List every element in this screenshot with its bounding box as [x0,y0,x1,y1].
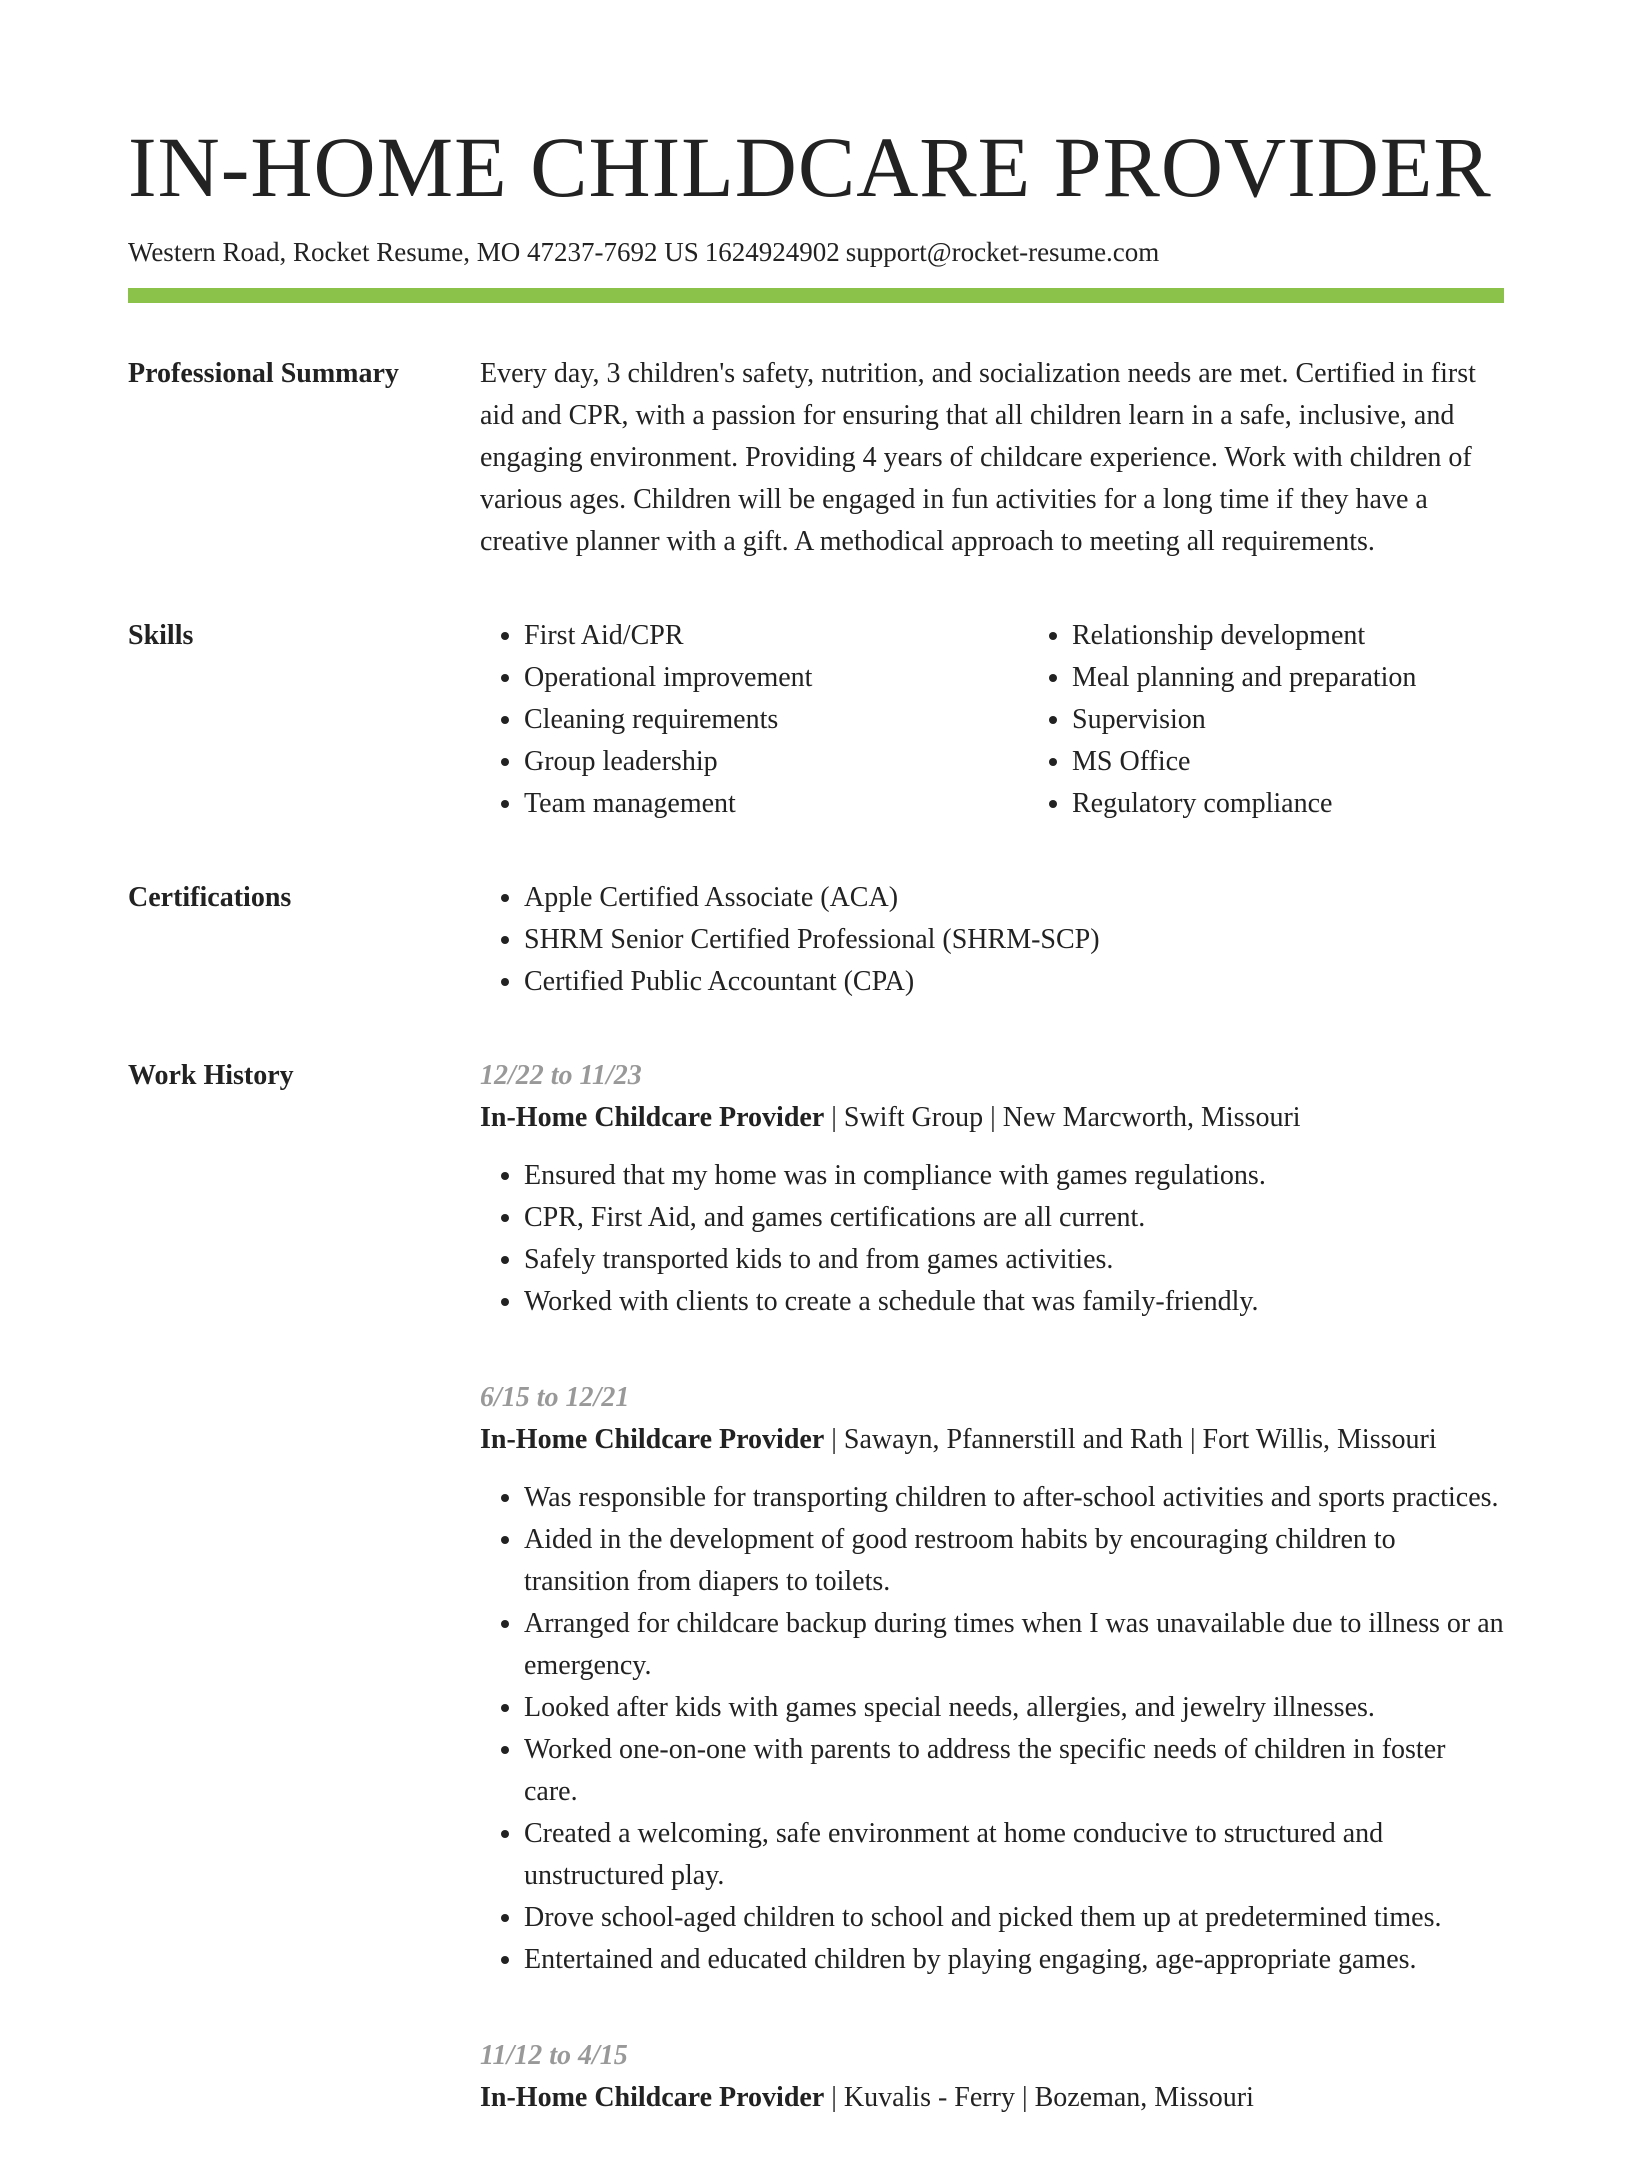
job-header: In-Home Childcare Provider | Kuvalis - Ferry | Bozeman, Missouri [480,2081,1254,2113]
job-company: Sawayn, Pfannerstill and Rath [843,1423,1183,1455]
job-bullet: • Entertained and educated children by playing engaging, age-appropriate games. [524,1939,1504,1981]
contact-address: Western Road, Rocket Resume, MO 47237-7692 US [128,236,699,267]
certifications-section [128,877,1504,1003]
work-history-section [128,1055,1504,2173]
skill-item: • Regulatory compliance [1072,783,1504,825]
skill-item: • Supervision [1072,699,1504,741]
job-bullet: • Looked after kids with games special needs, allergies, and jewelry illnesses. [524,1687,1504,1729]
skill-item: • Meal planning and preparation [1072,657,1504,699]
job-location: Bozeman, Missouri [1034,2081,1254,2113]
job-title: In-Home Childcare Provider [480,1423,825,1455]
contact-line [128,235,1504,270]
skill-item: • Group leadership [524,741,1028,783]
job-company: Swift Group [843,1101,984,1133]
job-header: In-Home Childcare Provider | Swift Group | New Marcworth, Missouri [480,1101,1301,1133]
certifications-heading: Certifications [128,881,292,913]
job-entry [480,1055,1504,1323]
resume-title: IN-HOME CHILDCARE PROVIDER [128,119,1492,215]
job-entry [480,2035,1504,2119]
job-location: Fort Willis, Missouri [1202,1423,1437,1455]
job-company: Kuvalis - Ferry [843,2081,1015,2113]
skills-heading: Skills [128,619,194,651]
job-bullet: • Worked with clients to create a schedule that was family-friendly. [524,1281,1504,1323]
skill-item: • Relationship development [1072,615,1504,657]
job-dates: 12/22 to 11/23 [480,1059,642,1091]
job-title: In-Home Childcare Provider [480,1101,825,1133]
job-bullet: • Aided in the development of good restroom habits by encouraging children to transition from diapers to toilets. [524,1519,1504,1603]
skills-list-right [1028,615,1504,825]
job-bullet: • Drove school-aged children to school and picked them up at predetermined times. [524,1897,1504,1939]
skill-item: • MS Office [1072,741,1504,783]
job-bullet: • CPR, First Aid, and games certifications are all current. [524,1197,1504,1239]
job-location: New Marcworth, Missouri [1002,1101,1301,1133]
job-entry [480,1377,1504,1981]
certification-item: • Certified Public Accountant (CPA) [524,961,1504,1003]
summary-heading: Professional Summary [128,357,399,389]
skill-item: • Cleaning requirements [524,699,1028,741]
job-bullet: • Safely transported kids to and from games activities. [524,1239,1504,1281]
work-history-heading: Work History [128,1059,294,1091]
skills-section [128,615,1504,825]
job-bullet: • Arranged for childcare backup during times when I was unavailable due to illness or an emergency. [524,1603,1504,1687]
contact-phone: 1624924902 [704,236,840,267]
job-bullets [480,1477,1504,1981]
job-bullets [480,1155,1504,1323]
skill-item: • Operational improvement [524,657,1028,699]
job-title: In-Home Childcare Provider [480,2081,825,2113]
certification-item: • SHRM Senior Certified Professional (SHRM-SCP) [524,919,1504,961]
job-bullet: • Was responsible for transporting children to after-school activities and sports practices. [524,1477,1504,1519]
contact-email: support@rocket-resume.com [845,236,1160,267]
certification-item: • Apple Certified Associate (ACA) [524,877,1504,919]
header-divider [128,288,1504,303]
job-dates: 11/12 to 4/15 [480,2039,628,2071]
summary-section [128,353,1504,563]
job-dates: 6/15 to 12/21 [480,1381,630,1413]
summary-text: Every day, 3 children's safety, nutrition, and socialization needs are met. Certified in first aid and CPR, with a passion for ensuring that all children learn in a safe, inclusive, and engaging environment. Providing 4 years of childcare experience. Work with children of various ages. Children will be engaged in fun activities for a long time if they have a creative planner with a gift. A methodical approach to meeting all requirements. [480,357,1476,557]
job-bullet: • Created a welcoming, safe environment at home conducive to structured and unstructured play. [524,1813,1504,1897]
certifications-list [480,877,1504,1003]
skill-item: • Team management [524,783,1028,825]
job-bullet: • Ensured that my home was in compliance with games regulations. [524,1155,1504,1197]
job-header: In-Home Childcare Provider | Sawayn, Pfannerstill and Rath | Fort Willis, Missouri [480,1423,1437,1455]
skill-item: • First Aid/CPR [524,615,1028,657]
job-bullet: • Worked one-on-one with parents to address the specific needs of children in foster care. [524,1729,1504,1813]
skills-list-left [480,615,1028,825]
